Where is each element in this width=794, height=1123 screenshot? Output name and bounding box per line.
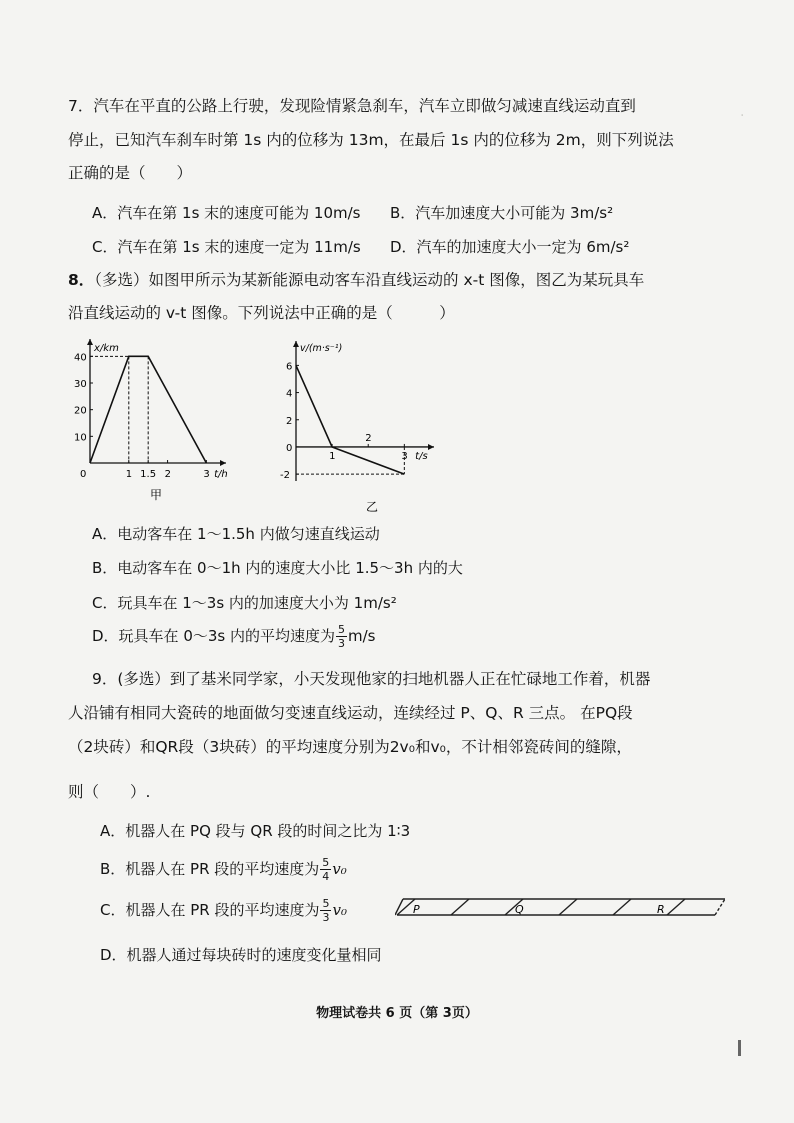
q9-option-b: [100, 857, 347, 882]
x-axis-label: t/s: [415, 450, 428, 462]
y-axis-arrow: [87, 339, 93, 345]
q9-stem-line4: 则（ ）.: [68, 783, 151, 801]
y-axis-arrow: [293, 341, 299, 347]
y-tick-label: 2: [286, 415, 293, 427]
tile-label-p: P: [413, 903, 420, 916]
q9-option-d: D．机器人通过每块砖时的速度变化量相同: [100, 946, 382, 964]
y-axis-label: x/km: [94, 343, 119, 354]
q8-option-d-unit: m/s: [348, 627, 376, 645]
x-axis-arrow: [220, 460, 226, 466]
q8-stem-line2: 沿直线运动的 v-t 图像。下列说法中正确的是（ ）: [68, 304, 455, 322]
scan-edge-mark: [738, 1040, 741, 1056]
series-line-vt: [296, 365, 404, 474]
q9-option-c: [100, 898, 347, 923]
q7-option-c: C．汽车在第 1s 末的速度一定为 11m/s: [92, 238, 361, 256]
x-tick-label: 1: [329, 450, 336, 462]
x-axis-arrow: [428, 444, 434, 450]
q8-option-b: B．电动客车在 0～1h 内的速度大小比 1.5～3h 内的大: [92, 559, 463, 577]
x-tick-label-origin: 0: [80, 469, 87, 480]
q8-number: 8．: [68, 271, 95, 289]
q8-option-a: A．电动客车在 1～1.5h 内做匀速直线运动: [92, 525, 380, 543]
x-tick-label: 3: [203, 469, 210, 480]
q9-option-a: A．机器人在 PQ 段与 QR 段的时间之比为 1∶3: [100, 822, 411, 840]
y-tick-label: 10: [74, 432, 87, 444]
y-tick-label: 0: [286, 442, 293, 454]
y-tick-label: 4: [286, 388, 293, 400]
y-axis-label: v/(m·s⁻¹): [300, 343, 343, 354]
tile-strip-diagram: [395, 893, 735, 925]
q8-stem-text: （多选）如图甲所示为某新能源电动客车沿直线运动的 x-t 图像，图乙为某玩具车: [94, 271, 645, 289]
fraction-numerator: 5: [322, 856, 330, 869]
y-tick-label: 30: [74, 379, 87, 390]
q9-option-c-text: C．机器人在 PR 段的平均速度为: [100, 901, 320, 919]
x-tick-label: 1.5: [140, 469, 157, 480]
q9-stem-line2: 人沿铺有相同大瓷砖的地面做匀变速直线运动，连续经过 P、Q、R 三点。 在PQ段: [68, 704, 633, 722]
fraction-denominator: 3: [322, 911, 330, 924]
q8-option-d-text: D．玩具车在 0～3s 内的平均速度为: [92, 627, 335, 645]
q7-option-b: B．汽车加速度大小可能为 3m/s²: [390, 204, 614, 222]
chart-caption-jia: 甲: [150, 488, 163, 502]
bleed-through-mark: ·: [740, 108, 745, 124]
page-footer: 物理试卷共 6 页（第 3页）: [316, 1006, 478, 1021]
x-tick-label: 2: [164, 469, 171, 480]
y-tick-label: -2: [280, 470, 290, 482]
y-tick-label: 6: [286, 361, 293, 373]
q9-stem-line1: 9．(多选）到了基米同学家，小天发现他家的扫地机器人正在忙碌地工作着，机器: [92, 670, 651, 688]
q9-option-b-v0: v₀: [332, 860, 347, 878]
q8-option-d: [92, 624, 375, 649]
chart-jia-xt: [60, 335, 230, 515]
q7-stem-line3: 正确的是（ ）: [68, 164, 193, 182]
q7-option-d: D．汽车的加速度大小一定为 6m/s²: [390, 238, 630, 256]
fraction-numerator: 5: [322, 897, 330, 910]
tile-label-q: Q: [515, 903, 524, 916]
q7-stem-line1: 7．汽车在平直的公路上行驶，发现险情紧急刹车，汽车立即做匀减速直线运动直到: [68, 97, 636, 115]
q9-option-c-v0: v₀: [332, 901, 347, 919]
fraction-denominator: 4: [322, 870, 330, 883]
q9-option-c-fraction: [320, 898, 331, 923]
x-tick-label: 1: [125, 469, 133, 480]
q8-option-d-fraction: [336, 624, 347, 649]
y-tick-label: 40: [74, 352, 87, 364]
tile-label-r: R: [657, 903, 665, 916]
q8-stem-line1: [68, 271, 644, 290]
q9-stem-line3: （2块砖）和QR段（3块砖）的平均速度分别为2v₀和v₀，不计相邻瓷砖间的缝隙，: [68, 738, 632, 756]
q8-option-c: C．玩具车在 1～3s 内的加速度大小为 1m/s²: [92, 594, 397, 612]
q9-option-b-text: B．机器人在 PR 段的平均速度为: [100, 860, 320, 878]
x-axis-label: t/h: [214, 469, 228, 480]
chart-yi-vt: [268, 335, 448, 515]
q7-option-a: A．汽车在第 1s 末的速度可能为 10m/s: [92, 204, 361, 222]
x-tick-label: 2: [365, 432, 372, 444]
fraction-denominator: 3: [338, 637, 345, 650]
y-tick-label: 20: [74, 405, 87, 417]
chart-caption-yi: 乙: [366, 500, 379, 514]
q9-option-b-fraction: [320, 857, 331, 882]
x-tick-label: 3: [401, 450, 408, 462]
fraction-numerator: 5: [338, 623, 345, 636]
q7-stem-line2: 停止，已知汽车刹车时第 1s 内的位移为 13m，在最后 1s 内的位移为 2m，则下列说法: [68, 131, 674, 149]
